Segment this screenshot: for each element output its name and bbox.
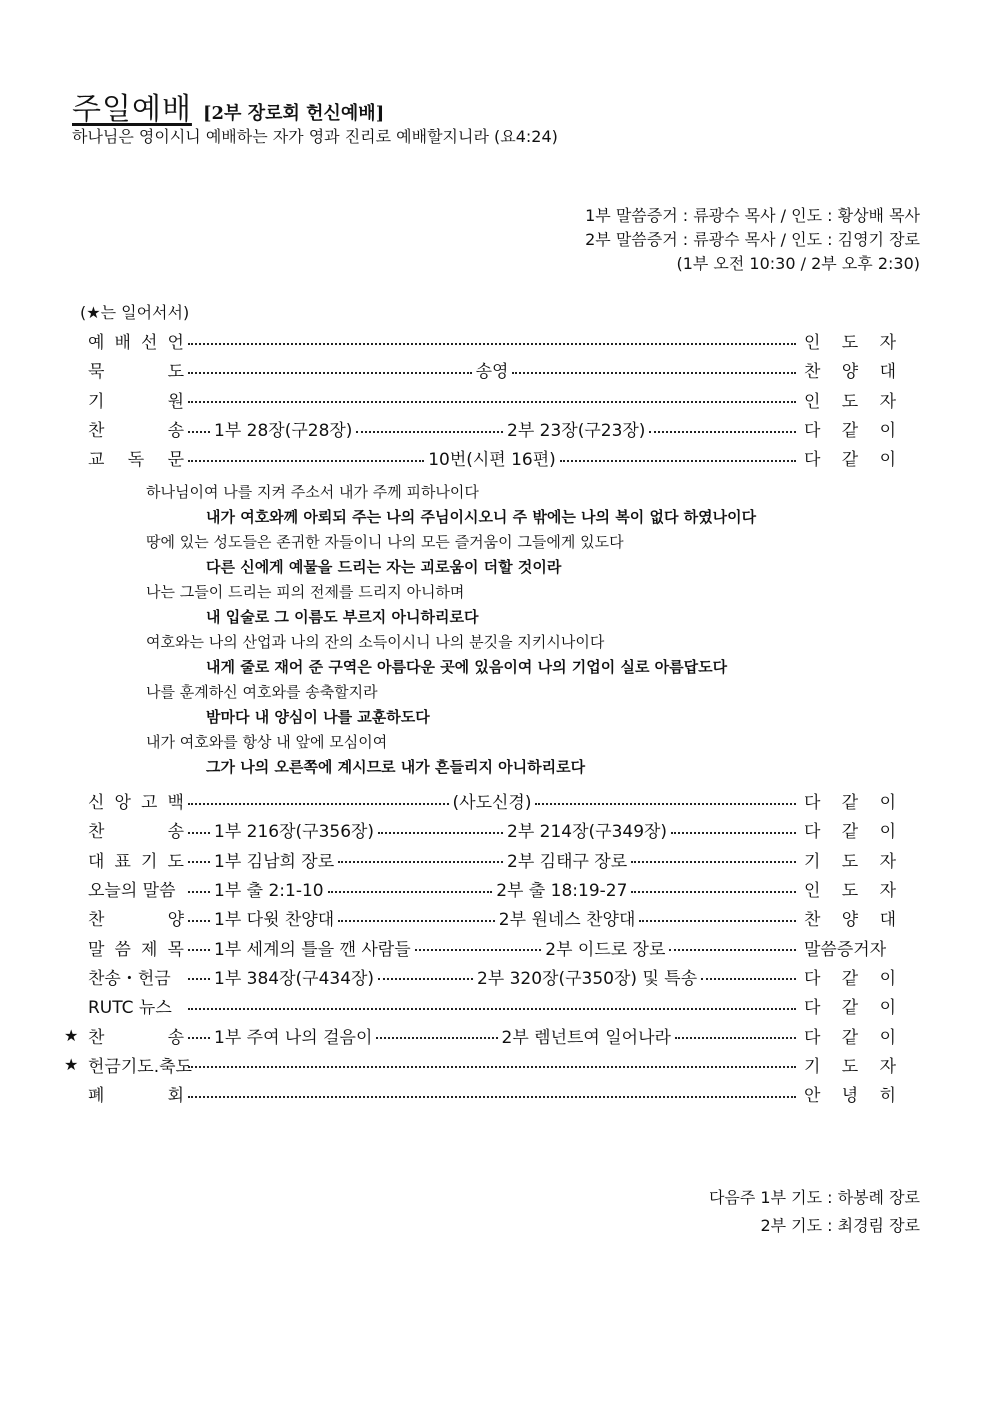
order-item-label-char: 묵 <box>88 362 105 383</box>
order-item-role <box>804 817 896 842</box>
leader-dots <box>415 949 542 951</box>
part1-detail: 1부 384장(구434장) <box>214 968 375 989</box>
order-item-role-char: 이 <box>879 998 896 1019</box>
order-item-label-char: 찬 <box>88 1027 105 1048</box>
order-row <box>72 962 896 991</box>
leader-dots <box>649 431 796 433</box>
reading-leader: 하나님이여 나를 지켜 주소서 내가 주께 피하나이다 <box>146 483 479 501</box>
reading-leader: 내가 여호와를 항상 내 앞에 모심이여 <box>146 733 388 751</box>
leader-dots <box>188 401 796 403</box>
order-item-label-char: 씀 <box>114 939 131 960</box>
leader-dots <box>378 832 503 834</box>
order-row <box>72 414 896 443</box>
order-row <box>72 385 896 414</box>
order-item-role-char: 다 <box>804 421 821 442</box>
order-item-role <box>804 1052 896 1077</box>
order-item-role-char: 이 <box>879 421 896 442</box>
order-item-label-char: 말 <box>88 939 105 960</box>
order-item-middle: 10번(시편 16편) <box>428 450 556 471</box>
reading-response: 그가 나의 오른쪽에 계시므로 내가 흔들리지 아니하리로다 <box>206 758 586 776</box>
responsive-reading <box>146 480 886 780</box>
stand-note: (★는 일어서서) <box>80 303 190 322</box>
order-item-label-char: 교 <box>88 450 105 471</box>
order-item-role-char: 이 <box>879 822 896 843</box>
order-item-detail <box>184 416 804 441</box>
order-item-label-char: 양 <box>167 910 184 931</box>
order-row <box>72 326 896 355</box>
order-item-role-char: 자 <box>879 391 896 412</box>
leader-dots <box>512 372 796 374</box>
order-item-detail <box>184 847 804 872</box>
part1-detail: 1부 출 2:1-10 <box>214 881 324 902</box>
leader-dots <box>188 861 210 863</box>
order-item-label: 오늘의 말씀 <box>88 881 176 902</box>
order-item-label-char: 배 <box>114 333 131 354</box>
order-item-role <box>804 905 896 930</box>
leader-dots <box>639 920 796 922</box>
part2-detail: 2부 이드로 장로 <box>545 939 666 960</box>
order-item-role-char: 다 <box>804 1027 821 1048</box>
order-item-role-char: 이 <box>879 968 896 989</box>
standing-star-icon: ★ <box>64 1025 79 1045</box>
reading-leader: 여호와는 나의 산업과 나의 잔의 소득이시니 나의 분깃을 지키시나이다 <box>146 633 605 651</box>
order-item-label: RUTC 뉴스 <box>88 998 172 1019</box>
leader-dots <box>188 1066 796 1068</box>
order-item-role-char: 도 <box>841 333 859 354</box>
part1-detail: 1부 세계의 틀을 깬 사람들 <box>214 939 411 960</box>
order-item-detail <box>184 357 804 382</box>
leader-dots <box>378 978 473 980</box>
page-title: 주일예배 <box>72 92 192 127</box>
order-item-label <box>72 1023 184 1048</box>
order-item-role <box>804 788 896 813</box>
order-item-role-char: 다 <box>804 450 821 471</box>
order-item-detail <box>184 964 804 989</box>
order-item-label-char: 찬 <box>88 421 105 442</box>
order-item-middle: (사도신경) <box>452 793 532 814</box>
reading-leader: 땅에 있는 성도들은 존귀한 자들이니 나의 모든 즐거움이 그들에게 있도다 <box>146 533 624 551</box>
order-item-role-char: 다 <box>804 998 821 1019</box>
order-item-role <box>804 876 896 901</box>
order-item-label-char: 제 <box>141 939 158 960</box>
order-item-role-char: 다 <box>804 793 821 814</box>
order-item-role-char: 도 <box>841 851 859 872</box>
reading-response: 밤마다 내 양심이 나를 교훈하도다 <box>206 708 430 726</box>
order-item-detail <box>184 876 804 901</box>
order-item-label-char: 고 <box>141 793 158 814</box>
order-item-role-char: 같 <box>841 1027 859 1048</box>
reading-response: 내가 여호와께 아뢰되 주는 나의 주님이시오니 주 밖에는 나의 복이 없다 하였나이다 <box>206 508 757 526</box>
order-item-role <box>804 1023 896 1048</box>
reading-leader: 나를 훈계하신 여호와를 송축할지라 <box>146 683 378 701</box>
leader-dots <box>188 1096 796 1098</box>
leader-dots <box>675 1037 796 1039</box>
order-item-label-char: 기 <box>141 851 158 872</box>
leader-dots <box>188 343 796 345</box>
order-of-service-part-1 <box>72 326 896 472</box>
order-item-role <box>804 445 896 470</box>
order-item-detail <box>184 445 804 470</box>
order-item-label-char: 송 <box>167 822 184 843</box>
order-item-role-char: 양 <box>841 910 859 931</box>
leader-dots <box>188 803 449 805</box>
next-week-prayer <box>709 1184 920 1240</box>
order-item-label-char: 언 <box>167 333 184 354</box>
order-item-role-char: 기 <box>804 851 821 872</box>
part1-detail: 1부 28장(구28장) <box>214 421 353 442</box>
order-item-label-char: 대 <box>88 851 105 872</box>
reading-response: 내게 줄로 재어 준 구역은 아름다운 곳에 있음이여 나의 기업이 실로 아름답도다 <box>206 658 728 676</box>
order-item-label-char: 신 <box>88 793 105 814</box>
order-row <box>72 903 896 932</box>
speakers-line-1: 1부 말씀증거 : 류광수 목사 / 인도 : 황상배 목사 <box>585 206 920 225</box>
part1-detail: 1부 다윗 찬양대 <box>214 910 335 931</box>
next-week-line-1: 다음주 1부 기도 : 하봉례 장로 <box>708 1188 920 1207</box>
order-item-role-char: 찬 <box>804 910 821 931</box>
order-item-label-char: 폐 <box>88 1086 105 1107</box>
order-item-middle: 송영 <box>475 362 509 383</box>
order-row <box>72 1079 896 1108</box>
leader-dots <box>560 460 796 462</box>
order-item-label: 찬송・헌금 <box>88 968 171 989</box>
order-item-role-char: 같 <box>841 998 859 1019</box>
order-row <box>72 932 896 961</box>
order-item-detail <box>184 817 804 842</box>
order-item-label-char: 예 <box>88 333 105 354</box>
order-item-role-char: 자 <box>879 1056 896 1077</box>
order-item-role-char: 같 <box>841 793 859 814</box>
order-item-role-char: 다 <box>804 822 821 843</box>
part2-detail: 2부 렘넌트여 일어나라 <box>501 1027 671 1048</box>
order-row <box>72 355 896 384</box>
leader-dots <box>188 1037 210 1039</box>
order-item-role-char: 이 <box>879 793 896 814</box>
leader-dots <box>631 861 796 863</box>
order-item-label-char: 회 <box>167 1086 184 1107</box>
order-item-detail <box>184 1060 804 1068</box>
order-item-role <box>804 328 896 353</box>
part1-detail: 1부 216장(구356장) <box>214 822 375 843</box>
order-item-role-char: 기 <box>804 1056 821 1077</box>
order-item-detail <box>184 788 804 813</box>
order-item-detail <box>184 1002 804 1010</box>
leader-dots <box>188 832 210 834</box>
order-item-role-char: 인 <box>804 881 821 902</box>
order-item-label-char: 송 <box>167 1027 184 1048</box>
order-item-role-char: 인 <box>804 391 821 412</box>
order-item-role-char: 같 <box>841 822 859 843</box>
order-item-label <box>72 416 184 441</box>
part2-detail: 2부 출 18:19-27 <box>496 881 628 902</box>
order-item-role-char: 대 <box>879 910 896 931</box>
order-item-label <box>72 387 184 412</box>
order-item-role <box>804 993 896 1018</box>
leader-dots <box>669 949 796 951</box>
order-item-label <box>72 847 184 872</box>
order-item-label-char: 독 <box>127 450 145 471</box>
speakers-line-2: 2부 말씀증거 : 류광수 목사 / 인도 : 김영기 장로 <box>585 230 920 249</box>
header <box>72 84 384 128</box>
leader-dots <box>338 920 495 922</box>
leader-dots <box>338 861 503 863</box>
order-row <box>72 815 896 844</box>
part2-detail: 2부 원네스 찬양대 <box>498 910 636 931</box>
leader-dots <box>188 949 210 951</box>
order-item-label <box>72 445 184 470</box>
order-item-role-char: 양 <box>841 362 859 383</box>
leader-dots <box>701 978 796 980</box>
order-item-label <box>72 1081 184 1106</box>
order-item-label-char: 표 <box>114 851 131 872</box>
order-item-role <box>804 1081 896 1106</box>
order-item-role: 말씀증거자 <box>804 939 887 960</box>
order-item-role-char: 안 <box>804 1086 821 1107</box>
reading-response: 내 입술로 그 이름도 부르지 아니하리로다 <box>206 608 479 626</box>
order-item-role-char: 녕 <box>841 1086 859 1107</box>
order-item-role <box>804 964 896 989</box>
leader-dots <box>188 920 210 922</box>
part1-detail: 1부 주여 나의 걸음이 <box>214 1027 373 1048</box>
order-item-label <box>72 905 184 930</box>
leader-dots <box>356 431 503 433</box>
order-item-role-char: 히 <box>879 1086 896 1107</box>
order-item-label-char: 도 <box>167 362 184 383</box>
reading-leader: 나는 그들이 드리는 피의 전제를 드리지 아니하며 <box>146 583 465 601</box>
part2-detail: 2부 23장(구23장) <box>507 421 646 442</box>
order-item-role-char: 찬 <box>804 362 821 383</box>
order-item-label-char: 원 <box>167 391 184 412</box>
order-item-role-char: 자 <box>879 881 896 902</box>
order-row <box>72 443 896 472</box>
order-row <box>72 786 896 815</box>
order-item-label-char: 목 <box>167 939 184 960</box>
order-item-role-char: 다 <box>804 968 821 989</box>
order-item-label-char: 도 <box>167 851 184 872</box>
leader-dots <box>631 891 796 893</box>
leader-dots <box>671 832 796 834</box>
speakers-block <box>585 204 920 276</box>
standing-star-icon: ★ <box>64 1054 79 1074</box>
order-row <box>64 1020 896 1049</box>
header-verse: 하나님은 영이시니 예배하는 자가 영과 진리로 예배할지니라 (요4:24) <box>72 127 558 146</box>
order-item-detail <box>184 1090 804 1098</box>
order-item-detail <box>184 337 804 345</box>
part2-detail: 2부 김태구 장로 <box>507 851 628 872</box>
part2-detail: 2부 214장(구349장) <box>507 822 668 843</box>
order-item-role-char: 이 <box>879 450 896 471</box>
order-item-label-char: 문 <box>167 450 184 471</box>
leader-dots <box>188 978 210 980</box>
order-item-role <box>804 387 896 412</box>
service-times: (1부 오전 10:30 / 2부 오후 2:30) <box>676 254 920 273</box>
order-item-role-char: 대 <box>879 362 896 383</box>
leader-dots <box>535 803 796 805</box>
leader-dots <box>188 891 210 893</box>
order-item-label <box>72 817 184 842</box>
leader-dots <box>188 372 472 374</box>
order-item-label <box>72 935 184 960</box>
order-item-detail <box>184 1023 804 1048</box>
order-item-detail <box>184 905 804 930</box>
part2-detail: 2부 320장(구350장) 및 특송 <box>476 968 698 989</box>
order-item-label <box>72 788 184 813</box>
next-week-line-2: 2부 기도 : 최경림 장로 <box>760 1216 920 1235</box>
order-item-label-char: 찬 <box>88 910 105 931</box>
leader-dots <box>328 891 493 893</box>
order-item-label-char: 기 <box>88 391 105 412</box>
order-item-label <box>72 328 184 353</box>
order-item-role-char: 자 <box>879 333 896 354</box>
order-item-role-char: 도 <box>841 881 859 902</box>
order-item-role-char: 도 <box>841 1056 859 1077</box>
leader-dots <box>188 431 210 433</box>
order-row <box>72 845 896 874</box>
order-item-role <box>804 357 896 382</box>
leader-dots <box>188 1008 796 1010</box>
order-row <box>64 1050 896 1079</box>
order-item-label-char: 선 <box>141 333 158 354</box>
order-item-role <box>804 847 896 872</box>
order-item-role-char: 자 <box>879 851 896 872</box>
order-row <box>72 874 896 903</box>
order-item-role-char: 같 <box>841 421 859 442</box>
order-item-detail <box>184 395 804 403</box>
order-of-service-part-2 <box>64 786 896 1108</box>
order-row <box>72 991 896 1020</box>
order-item-label-char: 송 <box>167 421 184 442</box>
order-item-role-char: 같 <box>841 450 859 471</box>
order-item-role <box>804 416 896 441</box>
order-item-label-char: 앙 <box>114 793 131 814</box>
order-item-label-char: 찬 <box>88 822 105 843</box>
order-item-role-char: 이 <box>879 1027 896 1048</box>
order-item-detail <box>184 935 804 960</box>
order-item-label-char: 백 <box>167 793 184 814</box>
order-item-role-char: 인 <box>804 333 821 354</box>
reading-response: 다른 신에게 예물을 드리는 자는 괴로움이 더할 것이라 <box>206 558 562 576</box>
order-item-label: 헌금기도.축도 <box>88 1056 192 1077</box>
order-item-label <box>72 357 184 382</box>
leader-dots <box>376 1037 497 1039</box>
part1-detail: 1부 김남희 장로 <box>214 851 335 872</box>
order-item-role-char: 도 <box>841 391 859 412</box>
page-subtitle: [2부 장로회 헌신예배] <box>203 103 385 124</box>
order-item-role-char: 같 <box>841 968 859 989</box>
leader-dots <box>188 460 424 462</box>
